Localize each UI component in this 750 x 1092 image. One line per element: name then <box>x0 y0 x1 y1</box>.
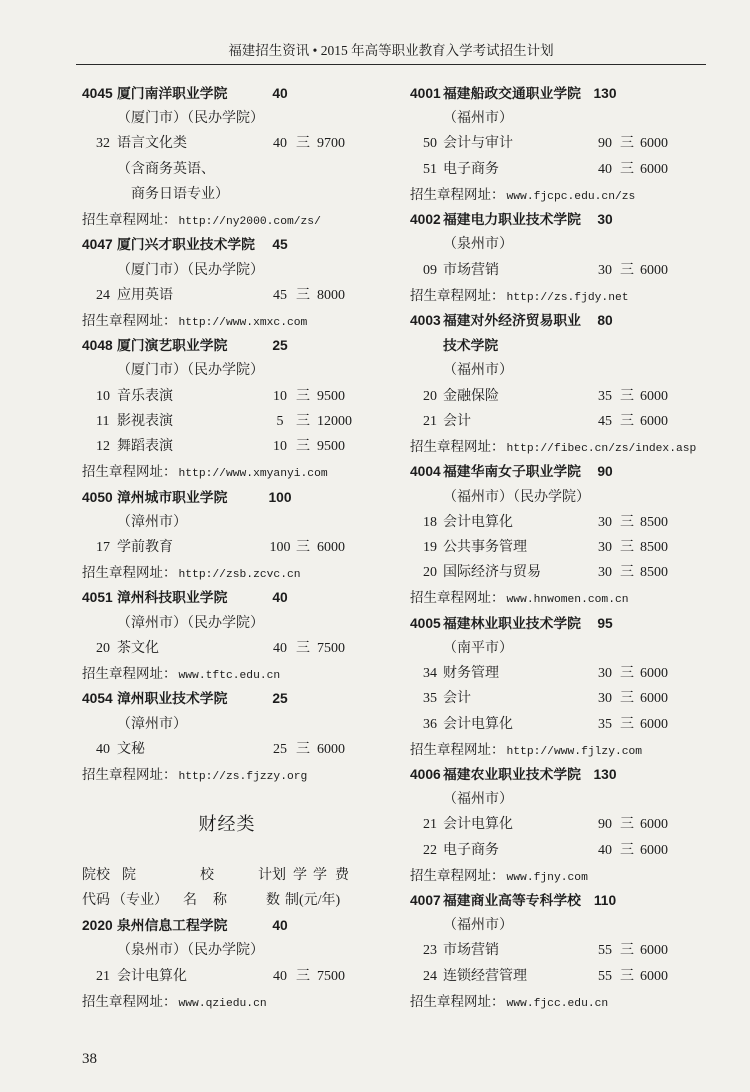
school-code: 4002 <box>410 212 441 228</box>
major-plan-count: 40 <box>598 842 612 858</box>
major-name: 会计 <box>443 691 471 707</box>
school-location-row <box>82 510 382 535</box>
admission-url: www.fjny.com <box>506 871 588 884</box>
school-code: 4004 <box>410 464 441 480</box>
school-row <box>410 459 710 484</box>
major-code: 19 <box>423 539 437 555</box>
major-fee: 6000 <box>640 161 668 177</box>
school-row <box>82 232 382 257</box>
admission-url-row <box>410 182 710 207</box>
school-row <box>410 308 710 333</box>
school-code: 2020 <box>82 918 113 934</box>
major-fee: 7500 <box>317 968 345 984</box>
major-code: 11 <box>96 413 110 429</box>
major-row <box>410 661 710 686</box>
school-code: 4006 <box>410 766 441 782</box>
major-years: 三 <box>620 136 634 152</box>
school-location-row <box>410 106 710 131</box>
major-plan-count: 55 <box>598 968 612 984</box>
major-plan-count: 40 <box>273 968 287 984</box>
school-location: （福州市） <box>443 918 513 934</box>
major-name: 财务管理 <box>443 666 499 682</box>
school-plan-count: 25 <box>272 691 288 707</box>
school-row <box>82 81 382 106</box>
admission-url-row <box>410 283 710 308</box>
major-name: 会计与审计 <box>443 136 513 152</box>
major-plan-count: 40 <box>273 640 287 656</box>
table-header-cell: （专业） <box>112 893 168 909</box>
major-row <box>410 838 710 863</box>
admission-url-row <box>82 207 382 232</box>
major-row <box>410 812 710 837</box>
url-label: 招生章程网址： <box>82 666 177 682</box>
school-code: 4005 <box>410 615 441 631</box>
right-column <box>410 81 710 1016</box>
major-fee: 6000 <box>317 741 345 757</box>
admission-url-row <box>410 585 710 610</box>
school-plan-count: 95 <box>597 615 613 631</box>
school-plan-count: 90 <box>597 464 613 480</box>
school-row <box>410 762 710 787</box>
major-name: 国际经济与贸易 <box>443 565 541 581</box>
major-name: 公共事务管理 <box>443 539 527 555</box>
major-plan-count: 90 <box>598 136 612 152</box>
url-label: 招生章程网址： <box>410 439 505 455</box>
school-code: 4050 <box>82 489 113 505</box>
admission-url-row <box>82 989 382 1014</box>
school-name: 福建商业高等专科学校 <box>443 893 581 909</box>
major-row <box>82 131 382 156</box>
table-header-row <box>82 888 382 913</box>
major-row <box>82 964 382 989</box>
school-location: （福州市） <box>443 363 513 379</box>
major-fee: 6000 <box>640 943 668 959</box>
major-row <box>410 560 710 585</box>
major-fee: 6000 <box>317 539 345 555</box>
major-code: 21 <box>423 413 437 429</box>
major-plan-count: 35 <box>598 388 612 404</box>
major-fee: 7500 <box>317 640 345 656</box>
major-code: 09 <box>423 262 437 278</box>
major-plan-count: 40 <box>598 161 612 177</box>
school-location-row <box>82 611 382 636</box>
school-name: 漳州职业技术学院 <box>117 691 228 707</box>
admission-url-row <box>82 560 382 585</box>
school-plan-count: 100 <box>268 489 292 505</box>
major-code: 40 <box>96 741 110 757</box>
major-fee: 8000 <box>317 287 345 303</box>
major-code: 22 <box>423 842 437 858</box>
admission-url: http://www.fjlzy.com <box>506 745 643 758</box>
major-years: 三 <box>620 691 634 707</box>
major-years: 三 <box>296 968 310 984</box>
school-location: （厦门市）（民办学院） <box>117 111 264 127</box>
major-fee: 9500 <box>317 388 345 404</box>
school-location-row <box>82 358 382 383</box>
major-plan-count: 45 <box>598 413 612 429</box>
major-row <box>82 384 382 409</box>
major-code: 12 <box>96 439 110 455</box>
major-plan-count: 35 <box>598 716 612 732</box>
major-name: 语言文化类 <box>117 136 187 152</box>
major-code: 18 <box>423 514 437 530</box>
major-note: 商务日语专业） <box>131 186 229 202</box>
major-code: 21 <box>96 968 110 984</box>
major-years: 三 <box>620 262 634 278</box>
admission-url-row <box>82 661 382 686</box>
major-years: 三 <box>620 666 634 682</box>
major-plan-count: 45 <box>273 287 287 303</box>
school-location: （福州市） <box>443 111 513 127</box>
section-heading-row <box>82 812 372 837</box>
school-row <box>410 888 710 913</box>
school-name: 厦门演艺职业学院 <box>117 338 228 354</box>
major-fee: 6000 <box>640 968 668 984</box>
header-rule <box>76 64 706 65</box>
school-location: （漳州市）（民办学院） <box>117 615 264 631</box>
admission-url: http://zs.fjzzy.org <box>178 770 308 783</box>
major-plan-count: 30 <box>598 262 612 278</box>
major-name: 舞蹈表演 <box>117 439 173 455</box>
school-name: 厦门兴才职业技术学院 <box>117 237 255 253</box>
major-code: 20 <box>423 388 437 404</box>
major-fee: 9500 <box>317 439 345 455</box>
table-header-cell: 学 <box>313 867 327 883</box>
table-header-cell: 计划 <box>258 867 286 883</box>
school-location: （南平市） <box>443 640 513 656</box>
url-label: 招生章程网址： <box>410 867 505 883</box>
url-label: 招生章程网址： <box>410 741 505 757</box>
admission-url: http://ny2000.com/zs/ <box>178 216 321 229</box>
major-name: 影视表演 <box>117 413 173 429</box>
major-fee: 6000 <box>640 716 668 732</box>
school-name: 福建对外经济贸易职业 <box>443 312 581 328</box>
table-header-cell: 称 <box>213 893 227 909</box>
major-fee: 6000 <box>640 413 668 429</box>
admission-url: http://fibec.cn/zs/index.asp <box>506 443 697 456</box>
school-name: 福建船政交通职业学院 <box>443 86 581 101</box>
school-row <box>82 913 382 938</box>
major-name: 电子商务 <box>443 161 499 177</box>
school-name: 厦门南洋职业学院 <box>117 86 228 101</box>
major-plan-count: 100 <box>269 539 291 555</box>
school-plan-count: 80 <box>597 312 613 328</box>
major-years: 三 <box>296 388 310 404</box>
school-location-row <box>410 636 710 661</box>
major-row <box>410 409 710 434</box>
school-plan-count: 25 <box>272 338 288 354</box>
major-code: 32 <box>96 136 110 152</box>
major-code: 10 <box>96 388 110 404</box>
table-header-cell: 院 <box>122 867 136 883</box>
major-name: 市场营销 <box>443 943 499 959</box>
major-row <box>410 535 710 560</box>
admission-url: www.tftc.edu.cn <box>178 670 281 683</box>
major-code: 20 <box>96 640 110 656</box>
school-row <box>410 207 710 232</box>
admission-url-row <box>410 434 710 459</box>
major-years: 三 <box>296 640 310 656</box>
table-header-cell: 费 <box>335 867 349 883</box>
major-row <box>410 384 710 409</box>
admission-url: http://www.xmyanyi.com <box>178 468 328 481</box>
major-plan-count: 30 <box>598 565 612 581</box>
admission-url: http://www.xmxc.com <box>178 316 308 329</box>
major-note-row <box>82 182 382 207</box>
school-location-row <box>410 913 710 938</box>
major-name: 音乐表演 <box>117 388 173 404</box>
major-name: 应用英语 <box>117 287 173 303</box>
school-row <box>410 81 710 106</box>
running-header <box>76 41 706 61</box>
major-fee: 9700 <box>317 136 345 152</box>
table-header-cell: 学 <box>293 867 307 883</box>
admission-url: www.fjcc.edu.cn <box>506 997 609 1010</box>
table-header-cell: 校 <box>200 867 214 883</box>
major-name: 会计电算化 <box>443 514 513 530</box>
major-fee: 6000 <box>640 262 668 278</box>
table-header-row <box>82 863 382 888</box>
major-name: 会计电算化 <box>443 817 513 833</box>
school-location-row <box>82 938 382 963</box>
school-plan-count: 45 <box>272 237 288 253</box>
url-label: 招生章程网址： <box>82 993 177 1009</box>
major-years: 三 <box>620 817 634 833</box>
admission-url-row <box>410 989 710 1014</box>
major-name: 文秘 <box>117 741 145 757</box>
school-plan-count: 40 <box>272 86 288 101</box>
major-years: 三 <box>620 539 634 555</box>
major-name: 电子商务 <box>443 842 499 858</box>
major-years: 三 <box>620 968 634 984</box>
major-fee: 8500 <box>640 514 668 530</box>
school-location: （福州市）（民办学院） <box>443 489 590 505</box>
major-name: 连锁经营管理 <box>443 968 527 984</box>
school-location: （福州市） <box>443 792 513 808</box>
major-fee: 6000 <box>640 136 668 152</box>
major-years: 三 <box>620 943 634 959</box>
school-code: 4003 <box>410 312 441 328</box>
school-row <box>82 686 382 711</box>
school-plan-count: 40 <box>272 590 288 606</box>
major-years: 三 <box>620 565 634 581</box>
major-name: 会计电算化 <box>443 716 513 732</box>
major-plan-count: 30 <box>598 514 612 530</box>
major-note-row <box>82 157 382 182</box>
school-plan-count: 130 <box>593 86 617 101</box>
major-years: 三 <box>296 539 310 555</box>
major-fee: 6000 <box>640 817 668 833</box>
school-location-row <box>410 787 710 812</box>
admission-url-row <box>82 308 382 333</box>
major-row <box>410 157 710 182</box>
admission-url-row <box>410 737 710 762</box>
major-row <box>410 938 710 963</box>
major-fee: 6000 <box>640 842 668 858</box>
major-code: 20 <box>423 565 437 581</box>
major-note: （含商务英语、 <box>117 161 215 177</box>
major-row <box>410 510 710 535</box>
table-header-cell: 名 <box>183 893 197 909</box>
major-plan-count: 40 <box>273 136 287 152</box>
major-name: 金融保险 <box>443 388 499 404</box>
school-location: （泉州市） <box>443 237 513 253</box>
major-name: 会计电算化 <box>117 968 187 984</box>
major-years: 三 <box>296 287 310 303</box>
table-header-cell: 数 <box>266 893 280 909</box>
school-location: （泉州市）（民办学院） <box>117 943 264 959</box>
major-name: 茶文化 <box>117 640 159 656</box>
school-code: 4001 <box>410 86 441 101</box>
major-row <box>410 964 710 989</box>
school-name: 福建农业职业技术学院 <box>443 766 581 782</box>
admission-url: www.fjcpc.edu.cn/zs <box>506 190 636 203</box>
major-row <box>410 686 710 711</box>
school-code: 4048 <box>82 338 113 354</box>
major-code: 35 <box>423 691 437 707</box>
school-code: 4007 <box>410 893 441 909</box>
major-years: 三 <box>620 514 634 530</box>
admission-url: http://zsb.zcvc.cn <box>178 569 301 582</box>
major-years: 三 <box>620 716 634 732</box>
school-name: 福建电力职业技术学院 <box>443 212 581 228</box>
major-years: 三 <box>296 413 310 429</box>
school-code: 4047 <box>82 237 113 253</box>
school-name: 漳州城市职业学院 <box>117 489 228 505</box>
url-label: 招生章程网址： <box>410 590 505 606</box>
major-code: 21 <box>423 817 437 833</box>
major-plan-count: 10 <box>273 388 287 404</box>
major-years: 三 <box>296 439 310 455</box>
major-row <box>82 535 382 560</box>
major-fee: 12000 <box>317 413 352 429</box>
school-name: 泉州信息工程学院 <box>117 918 228 934</box>
url-label: 招生章程网址： <box>410 287 505 303</box>
major-plan-count: 25 <box>273 741 287 757</box>
admission-url: http://zs.fjdy.net <box>506 291 629 304</box>
school-location: （厦门市）（民办学院） <box>117 363 264 379</box>
school-row <box>82 333 382 358</box>
school-location: （厦门市）（民办学院） <box>117 262 264 278</box>
school-plan-count: 130 <box>593 766 617 782</box>
school-location: （漳州市） <box>117 514 187 530</box>
left-column <box>82 81 382 1016</box>
major-row <box>82 283 382 308</box>
major-plan-count: 10 <box>273 439 287 455</box>
major-code: 24 <box>96 287 110 303</box>
school-row <box>82 585 382 610</box>
major-fee: 6000 <box>640 388 668 404</box>
school-location: （漳州市） <box>117 716 187 732</box>
major-code: 34 <box>423 666 437 682</box>
major-row <box>410 712 710 737</box>
school-name-continued: 技术学院 <box>443 338 499 354</box>
school-plan-count: 30 <box>597 212 613 228</box>
school-row <box>410 611 710 636</box>
school-code: 4054 <box>82 691 113 707</box>
major-years: 三 <box>620 413 634 429</box>
major-row <box>82 434 382 459</box>
school-location-row <box>82 712 382 737</box>
school-location-row <box>410 358 710 383</box>
admission-url-row <box>410 863 710 888</box>
major-years: 三 <box>620 388 634 404</box>
school-code: 4051 <box>82 590 113 606</box>
url-label: 招生章程网址： <box>410 186 505 202</box>
major-fee: 8500 <box>640 539 668 555</box>
admission-url: www.qziedu.cn <box>178 997 267 1010</box>
url-label: 招生章程网址： <box>82 565 177 581</box>
major-code: 36 <box>423 716 437 732</box>
major-code: 23 <box>423 943 437 959</box>
url-label: 招生章程网址： <box>410 993 505 1009</box>
school-name: 漳州科技职业学院 <box>117 590 228 606</box>
major-fee: 6000 <box>640 666 668 682</box>
major-code: 17 <box>96 539 110 555</box>
major-years: 三 <box>296 741 310 757</box>
school-code: 4045 <box>82 86 113 101</box>
major-plan-count: 30 <box>598 539 612 555</box>
major-name: 市场营销 <box>443 262 499 278</box>
url-label: 招生章程网址： <box>82 212 177 228</box>
admission-url-row <box>82 762 382 787</box>
school-location-row <box>410 485 710 510</box>
major-fee: 8500 <box>640 565 668 581</box>
school-name: 福建林业职业技术学院 <box>443 615 581 631</box>
major-row <box>82 636 382 661</box>
major-code: 51 <box>423 161 437 177</box>
school-location-row <box>82 258 382 283</box>
major-name: 学前教育 <box>117 539 173 555</box>
major-fee: 6000 <box>640 691 668 707</box>
major-name: 会计 <box>443 413 471 429</box>
url-label: 招生章程网址： <box>82 464 177 480</box>
admission-url-row <box>82 459 382 484</box>
major-plan-count: 5 <box>276 413 284 429</box>
school-location-row <box>82 106 382 131</box>
major-plan-count: 90 <box>598 817 612 833</box>
major-row <box>82 737 382 762</box>
major-row <box>410 258 710 283</box>
url-label: 招生章程网址： <box>82 312 177 328</box>
major-years: 三 <box>620 161 634 177</box>
page-number: 38 <box>82 1051 97 1067</box>
school-location-row <box>410 232 710 257</box>
section-heading: 财经类 <box>198 814 256 835</box>
major-row <box>82 409 382 434</box>
school-name-continued-row <box>410 333 710 358</box>
major-plan-count: 30 <box>598 691 612 707</box>
table-header-cell: 院校 <box>82 867 110 883</box>
school-plan-count: 40 <box>272 918 288 934</box>
major-code: 50 <box>423 136 437 152</box>
major-plan-count: 30 <box>598 666 612 682</box>
table-header-cell: 代码 <box>82 893 110 909</box>
major-years: 三 <box>296 136 310 152</box>
url-label: 招生章程网址： <box>82 766 177 782</box>
running-header-title: 福建招生资讯 • 2015 年高等职业教育入学考试招生计划 <box>228 43 554 58</box>
school-name: 福建华南女子职业学院 <box>443 464 581 480</box>
major-code: 24 <box>423 968 437 984</box>
table-header-cell: 制(元/年) <box>285 893 341 909</box>
major-years: 三 <box>620 842 634 858</box>
major-row <box>410 131 710 156</box>
admission-url: www.hnwomen.com.cn <box>506 594 629 607</box>
school-plan-count: 110 <box>593 893 617 909</box>
school-row <box>82 485 382 510</box>
major-plan-count: 55 <box>598 943 612 959</box>
